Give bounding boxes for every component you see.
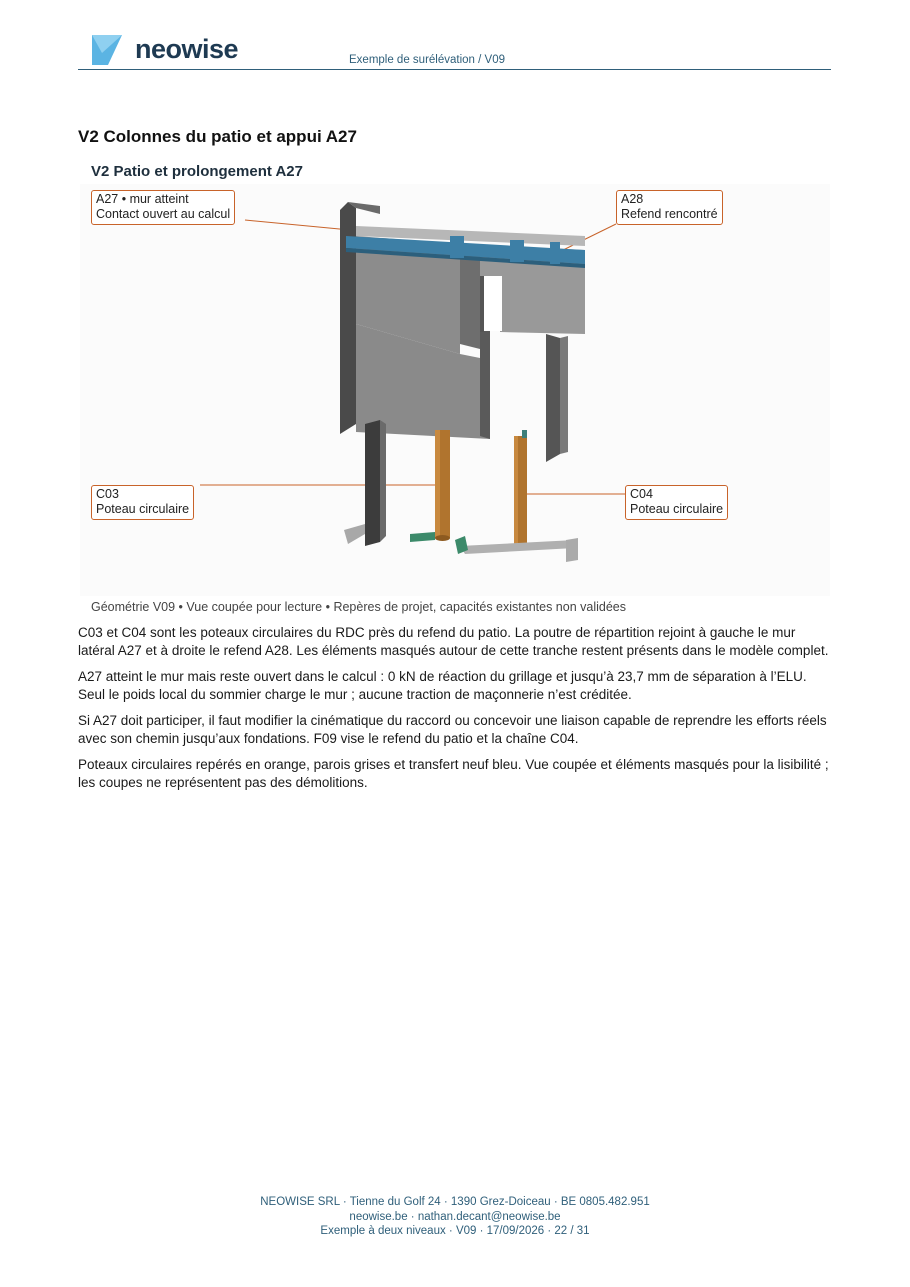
paragraph: A27 atteint le mur mais reste ouvert dans le calcul : 0 kN de réaction du grillage et jusqu’à 23,7 mm de séparation à l’ELU. Seul le poids local du sommier charge le mur ; aucune traction de maçonnerie n’est créditée.	[78, 669, 807, 702]
footer-contact: neowise.be · nathan.decant@neowise.be	[349, 1210, 561, 1223]
callout-c04-line1: C04	[630, 487, 653, 501]
callout-a28-line2: Refend rencontré	[621, 207, 718, 221]
structural-figure	[80, 184, 830, 596]
callout-a27-line1: A27 • mur atteint	[96, 192, 189, 206]
callout-c03	[91, 485, 194, 520]
callout-a27-line2: Contact ouvert au calcul	[96, 207, 231, 221]
footer-page-info: Exemple à deux niveaux · V09 · 17/09/2026 · 22 / 31	[320, 1225, 590, 1237]
page-header	[78, 28, 831, 70]
callout-c04	[625, 485, 728, 520]
figure-title: V2 Patio et prolongement A27	[91, 163, 303, 180]
paragraph: Poteaux circulaires repérés en orange, parois grises et transfert neuf bleu. Vue coupée et éléments masqués pour la lisibilité ; les coupes ne représentent pas des démolitions.	[78, 757, 829, 790]
neowise-logo	[92, 33, 248, 67]
structure-3d-view	[80, 184, 830, 596]
footer-company: NEOWISE SRL · Tienne du Golf 24 · 1390 Grez-Doiceau · BE 0805.482.951	[260, 1196, 650, 1208]
callout-c03-line2: Poteau circulaire	[96, 502, 190, 516]
callout-c03-line1: C03	[96, 487, 119, 501]
figure-caption: Géométrie V09 • Vue coupée pour lecture • Repères de projet, capacités existantes non validées	[91, 600, 626, 614]
callout-a28-line1: A28	[621, 192, 644, 206]
paragraph: Si A27 doit participer, il faut modifier la cinématique du raccord ou concevoir une liaison capable de reprendre les efforts réels avec son chemin jusqu’aux fondations. F09 vise le refend du patio et la chaîne C04.	[78, 713, 827, 746]
body-text	[78, 624, 830, 800]
callout-c04-line2: Poteau circulaire	[630, 502, 724, 516]
section-title: V2 Colonnes du patio et appui A27	[78, 127, 357, 146]
paragraph: C03 et C04 sont les poteaux circulaires du RDC près du refend du patio. La poutre de répartition rejoint à gauche le mur latéral A27 et à droite le refend A28. Les éléments masqués autour de cette tranche restent présents dans le modèle complet.	[78, 625, 829, 658]
page-footer	[0, 1195, 910, 1239]
logo-mark-icon	[92, 33, 124, 67]
callout-a27	[91, 190, 235, 225]
callout-a28	[616, 190, 723, 225]
header-subtitle: Exemple de surélévation / V09	[349, 54, 505, 66]
brand-name: neowise	[135, 34, 239, 64]
